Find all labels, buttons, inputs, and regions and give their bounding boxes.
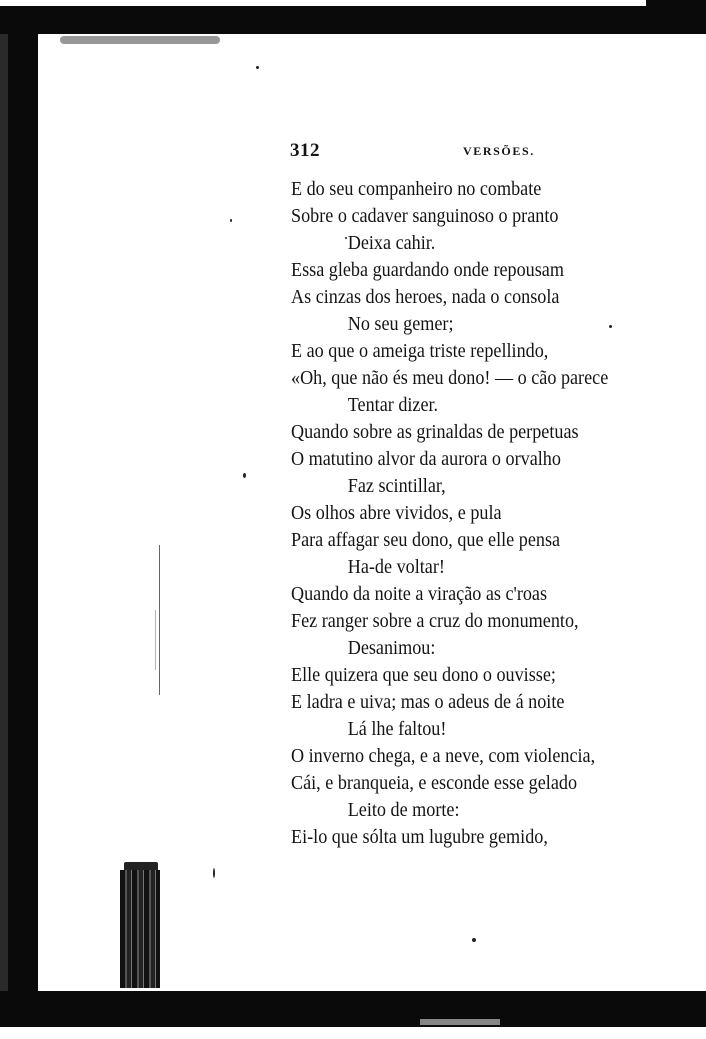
binding-stitch (120, 870, 160, 988)
poem-line: O matutino alvor da aurora o orvalho (291, 449, 561, 470)
scan-speck (213, 868, 215, 878)
scan-speck (230, 219, 232, 222)
poem-line: Para affagar seu dono, que elle pensa (291, 530, 561, 551)
scan-border-bottom-strip (0, 1027, 706, 1039)
poem-line: Deixa cahir. (347, 233, 436, 254)
poem-line: Fez ranger sobre a cruz do monumento, (291, 611, 579, 632)
poem-line: E ladra e uiva; mas o adeus de á noite (291, 692, 565, 713)
poem-line: Quando sobre as grinaldas de perpetuas (291, 422, 579, 443)
poem-line: As cinzas dos heroes, nada o consola (291, 287, 560, 308)
scan-speck (243, 473, 246, 478)
poem-line: Desanimou: (347, 638, 436, 659)
poem-line: Elle quizera que seu dono o ouvisse; (291, 665, 556, 686)
running-head: VERSÕES. (463, 144, 535, 158)
scan-hairline (155, 610, 156, 670)
scan-speck (256, 66, 259, 69)
poem-line: Essa gleba guardando onde repousam (291, 260, 564, 281)
poem-line: No seu gemer; (347, 314, 454, 335)
scan-border-top-right (646, 0, 706, 14)
poem-line: Os olhos abre vividos, e pula (291, 503, 502, 524)
page-header (290, 140, 550, 164)
page-edge-shadow (60, 36, 220, 44)
poem-line: Cái, e branqueia, e esconde esse gelado (291, 773, 578, 794)
poem-line: Ei-lo que sólta um lugubre gemido, (291, 827, 548, 848)
poem-line: Faz scintillar, (347, 476, 446, 497)
poem-line: Ha-de voltar! (347, 557, 445, 578)
poem-line: Sobre o cadaver sanguinoso o pranto (291, 206, 559, 227)
poem-text (291, 176, 632, 851)
poem-line: O inverno chega, e a neve, com violencia, (291, 746, 596, 767)
poem-line: Leito de morte: (347, 800, 460, 821)
page-number: 312 (290, 140, 320, 161)
poem-line: Tentar dizer. (347, 395, 439, 416)
poem-line: E do seu companheiro no combate (291, 179, 542, 200)
poem-line: Quando da noite a viração as c'roas (291, 584, 548, 605)
poem-line: Lá lhe faltou! (347, 719, 447, 740)
scan-border-top-strip (0, 0, 706, 6)
poem-line: «Oh, que não és meu dono! — o cão parece (291, 368, 609, 389)
poem-line: E ao que o ameiga triste repellindo, (291, 341, 549, 362)
scan-border-bottom-light (420, 1019, 500, 1025)
scan-hairline (159, 545, 160, 695)
scan-border-left-edge (0, 0, 8, 1039)
scan-speck (472, 938, 476, 942)
